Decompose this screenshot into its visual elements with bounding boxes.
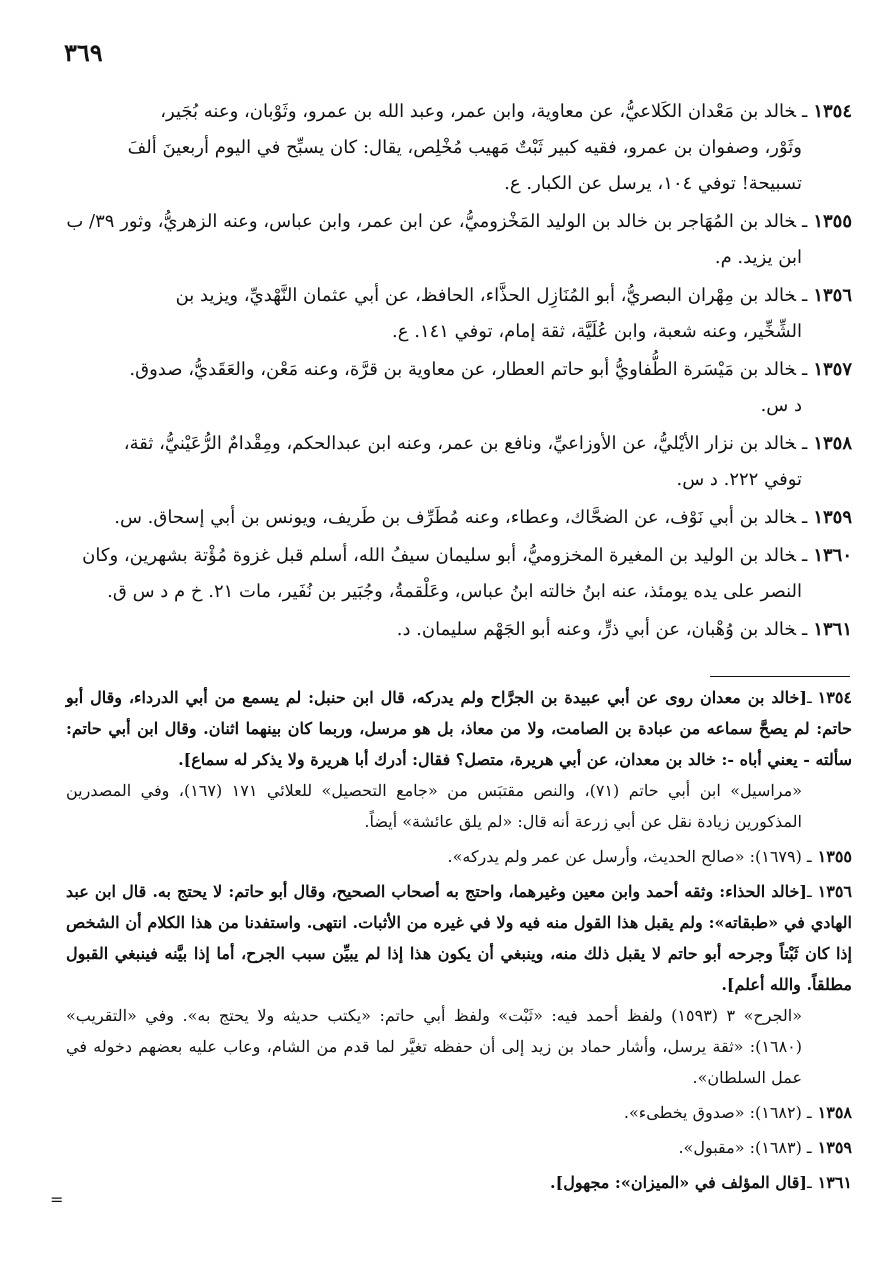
- entry: ١٣٦٠ـخالد بن الوليد بن المغيرة المخزوميُّ، أبو سليمان سيفُ الله، أسلم قبل غزوة مُؤْتة بشهرين، وكان النصر على يده يومئذ، عنه ابنُ خالته ابنُ عباس، وعَلْقمةُ، وجُبَير بن نُفَير، مات ٢١. خ م د س ق.: [66, 538, 852, 610]
- entry-continuation: توفي ٢٢٢. د س.: [676, 469, 802, 490]
- entry-text: خالد بن مَعْدان الكَلاعيُّ، عن معاوية، وابن عمر، وعبد الله بن عمرو، وثَوْبان، وعنه بُجَير،: [160, 101, 797, 122]
- footnote-number: ١٣٥٥: [817, 847, 852, 866]
- entry-number: ١٣٥٦: [813, 285, 852, 306]
- entry: ١٣٥٥ـخالد بن المُهَاجر بن خالد بن الوليد المَخْزوميُّ، عن ابن عمر، وابن عباس، وعنه الزهريُّ، وثور ٣٩/ ب ابن يزيد. م.: [66, 204, 852, 276]
- entry-text: خالد بن وُهْبان، عن أبي ذرٍّ، وعنه أبو الجَهْم سليمان. د.: [396, 619, 797, 640]
- entries-list: [66, 94, 852, 650]
- entry-continuation: تسبيحة! توفي ١٠٤، يرسل عن الكبار. ع.: [504, 173, 802, 194]
- entry-continuation: وثَوْر، وصفوان بن عمرو، فقيه كبير ثَبْتٌ مَهيب مُخْلِص، يقال: كان يسبِّح في اليوم أربعينَ ألفَ: [127, 137, 802, 158]
- entry: ١٣٥٧ـخالد بن مَيْسَرة الطُّفاويُّ أبو حاتم العطار، عن معاوية بن قرَّة، وعنه مَعْن، والعَقَديُّ، صدوق. د س.: [66, 352, 852, 424]
- footnote-text: [خالد بن معدان روى عن أبي عبيدة بن الجرَّاح ولم يدركه، قال ابن حنبل: لم يسمع من أبي الدرداء، وقال أبو حاتم: لم يصحَّ سماعه من عبادة بن الصامت، ولا من معاذ، بل هو مرسل، وربما كان بينهما اثنان. وقال ابن أبي حاتم: سألته - يعني أباه -: خالد بن معدان، عن أبي هريرة، متصل؟ فقال: أدرك أبا هريرة ولا يذكر له سماع].: [66, 688, 853, 769]
- entry-text: خالد بن مَيْسَرة الطُّفاويُّ أبو حاتم العطار، عن معاوية بن قرَّة، وعنه مَعْن، والعَقَديُّ، صدوق.: [129, 359, 797, 380]
- footnote-text: [خالد الحذاء: وثقه أحمد وابن معين وغيرهما، واحتج به أصحاب الصحيح، وقال أبو حاتم: لا يحتج به. قال ابن عبد الهادي في «طبقاته»: ولم يقبل هذا القول منه فيه ولا في غيره من الأثبات. انتهى. واستفدنا من هذا الكلام أن الشخص إذا كان ثَبْتاً وجرحه أبو حاتم لا يقبل ذلك منه، وينبغي أن يكون هذا إذا لم يبيِّن سبب الجرح، أما إذا بيَّنه فينبغي القبول مطلقاً. والله أعلم].: [66, 882, 852, 994]
- margin-mark: =: [50, 1190, 64, 1209]
- footnote-source: «الجرح» ٣ (١٥٩٣) ولفظ أحمد فيه: «ثَبْت» ولفظ أبي حاتم: «يكتب حديثه ولا يحتج به». وفي «التقريب» (١٦٨٠): «ثقة يرسل، وأشار حماد بن زيد إلى أن حفظه تغيَّر لما قدم من الشام، وعاب عليه بعضهم دخوله في عمل السلطان».: [66, 1006, 803, 1087]
- footnote-text: (١٦٨٢): «صدوق يخطىء».: [623, 1103, 802, 1122]
- footnote-source: «مراسيل» ابن أبي حاتم (٧١)، والنص مقتبَس من «جامع التحصيل» للعلائي ١٧١ (١٦٧)، وفي المصدرين المذكورين زيادة نقل عن أبي زرعة أنه قال: «لم يلق عائشة» أيضاً.: [66, 781, 802, 831]
- footnote: ١٣٥٨ـ (١٦٨٢): «صدوق يخطىء».: [623, 1103, 852, 1122]
- entry-text: خالد بن أبي نَوْف، عن الضحَّاك، وعطاء، وعنه مُطَرِّف بن طَريف، ويونس بن أبي إسحاق. س.: [114, 507, 797, 528]
- entry-number: ١٣٦٠: [813, 545, 852, 566]
- footnote: ١٣٥٦ـ[خالد الحذاء: وثقه أحمد وابن معين وغيرهما، واحتج به أصحاب الصحيح، وقال أبو حاتم: لا يحتج به. قال ابن عبد الهادي في «طبقاته»: ولم يقبل هذا القول منه فيه ولا في غيره من الأثبات. انتهى. واستفدنا من هذا الكلام أن الشخص إذا كان ثَبْتاً وجرحه أبو حاتم لا يقبل ذلك منه، وينبغي أن يكون هذا إذا لم يبيِّن سبب الجرح، أما إذا بيَّنه فينبغي القبول مطلقاً. والله أعلم]. «الجرح» ٣ (١٥٩٣) ولفظ أحمد فيه: «ثَبْت» ولفظ أبي حاتم: «يكتب حديثه ولا يحتج به». وفي «التقريب» (١٦٨٠): «ثقة يرسل، وأشار حماد بن زيد إلى أن حفظه تغيَّر لما قدم من الشام، وعاب عليه بعضهم دخوله في عمل السلطان».: [66, 876, 852, 1093]
- entry-number: ١٣٦١: [813, 619, 852, 640]
- entry-number: ١٣٥٧: [813, 359, 852, 380]
- entry-number: ١٣٥٤: [813, 101, 852, 122]
- entry-continuation: الشِّخِّير، وعنه شعبة، وابن عُلَيَّة، ثقة إمام، توفي ١٤١. ع.: [392, 321, 802, 342]
- footnote-number: ١٣٥٤: [817, 688, 852, 707]
- page-number: ٣٦٩: [64, 38, 103, 67]
- footnote-number: ١٣٥٩: [817, 1138, 852, 1157]
- entry-number: ١٣٥٨: [813, 433, 852, 454]
- entry-number: ١٣٥٥: [813, 211, 852, 232]
- footnote-text: (١٦٧٩): «صالح الحديث، وأرسل عن عمر ولم يدركه».: [447, 847, 802, 866]
- footnote: ١٣٥٩ـ (١٦٨٣): «مقبول».: [678, 1138, 852, 1157]
- footnote-number: ١٣٦١: [817, 1173, 852, 1192]
- entry-text: خالد بن نزار الأيْليُّ، عن الأوزاعيِّ، ونافع بن عمر، وعنه ابن عبدالحكم، ومِقْدامٌ الرُّعَيْنيُّ، ثقة،: [123, 433, 797, 454]
- entry-continuation: النصر على يده يومئذ، عنه ابنُ خالته ابنُ عباس، وعَلْقمةُ، وجُبَير بن نُفَير، مات ٢١. خ م د س ق.: [107, 581, 802, 602]
- footnote-divider: [710, 676, 850, 677]
- entry: ١٣٥٤ـخالد بن مَعْدان الكَلاعيُّ، عن معاوية، وابن عمر، وعبد الله بن عمرو، وثَوْبان، وعنه بُجَير، وثَوْر، وصفوان بن عمرو، فقيه كبير ثَبْتٌ مَهيب مُخْلِص، يقال: كان يسبِّح في اليوم أربعينَ ألفَ تسبيحة! توفي ١٠٤، يرسل عن الكبار. ع.: [66, 94, 852, 202]
- entry-continuation: د س.: [760, 395, 802, 416]
- footnote: ١٣٥٥ـ (١٦٧٩): «صالح الحديث، وأرسل عن عمر ولم يدركه».: [447, 847, 852, 866]
- footnote-number: ١٣٥٨: [817, 1103, 852, 1122]
- entry-text: خالد بن المُهَاجر بن خالد بن الوليد المَخْزوميُّ، عن ابن عمر، وابن عباس، وعنه الزهريُّ، وثور ٣٩/ ب: [66, 211, 797, 232]
- footnotes: [66, 682, 852, 1202]
- entry: ١٣٥٨ـخالد بن نزار الأيْليُّ، عن الأوزاعيِّ، ونافع بن عمر، وعنه ابن عبدالحكم، ومِقْدامٌ الرُّعَيْنيُّ، ثقة، توفي ٢٢٢. د س.: [66, 426, 852, 498]
- entry: ١٣٥٩ـخالد بن أبي نَوْف، عن الضحَّاك، وعطاء، وعنه مُطَرِّف بن طَريف، ويونس بن أبي إسحاق. س.: [114, 507, 852, 528]
- footnote-text: (١٦٨٣): «مقبول».: [678, 1138, 802, 1157]
- entry-text: خالد بن الوليد بن المغيرة المخزوميُّ، أبو سليمان سيفُ الله، أسلم قبل غزوة مُؤْتة بشهرين، وكان: [82, 545, 797, 566]
- footnote: ١٣٦١ـ[قال المؤلف في «الميزان»: مجهول].: [550, 1173, 852, 1192]
- entry: ١٣٥٦ـخالد بن مِهْران البصريُّ، أبو المُنَازِل الحذَّاء، الحافظ، عن أبي عثمان النَّهْديِّ، ويزيد بن الشِّخِّير، وعنه شعبة، وابن عُلَيَّة، ثقة إمام، توفي ١٤١. ع.: [66, 278, 852, 350]
- entry-text: خالد بن مِهْران البصريُّ، أبو المُنَازِل الحذَّاء، الحافظ، عن أبي عثمان النَّهْديِّ، ويزيد بن: [175, 285, 797, 306]
- footnote-text: [قال المؤلف في «الميزان»: مجهول].: [550, 1173, 807, 1192]
- footnote-number: ١٣٥٦: [817, 882, 852, 901]
- entry-continuation: ابن يزيد. م.: [714, 247, 802, 268]
- entry-number: ١٣٥٩: [813, 507, 852, 528]
- footnote: ١٣٥٤ـ[خالد بن معدان روى عن أبي عبيدة بن الجرَّاح ولم يدركه، قال ابن حنبل: لم يسمع من أبي الدرداء، وقال أبو حاتم: لم يصحَّ سماعه من عبادة بن الصامت، ولا من معاذ، بل هو مرسل، وربما كان بينهما اثنان. وقال ابن أبي حاتم: سألته - يعني أباه -: خالد بن معدان، عن أبي هريرة، متصل؟ فقال: أدرك أبا هريرة ولا يذكر له سماع]. «مراسيل» ابن أبي حاتم (٧١)، والنص مقتبَس من «جامع التحصيل» للعلائي ١٧١ (١٦٧)، وفي المصدرين المذكورين زيادة نقل عن أبي زرعة أنه قال: «لم يلق عائشة» أيضاً.: [66, 682, 852, 837]
- entry: ١٣٦١ـخالد بن وُهْبان، عن أبي ذرٍّ، وعنه أبو الجَهْم سليمان. د.: [396, 619, 852, 640]
